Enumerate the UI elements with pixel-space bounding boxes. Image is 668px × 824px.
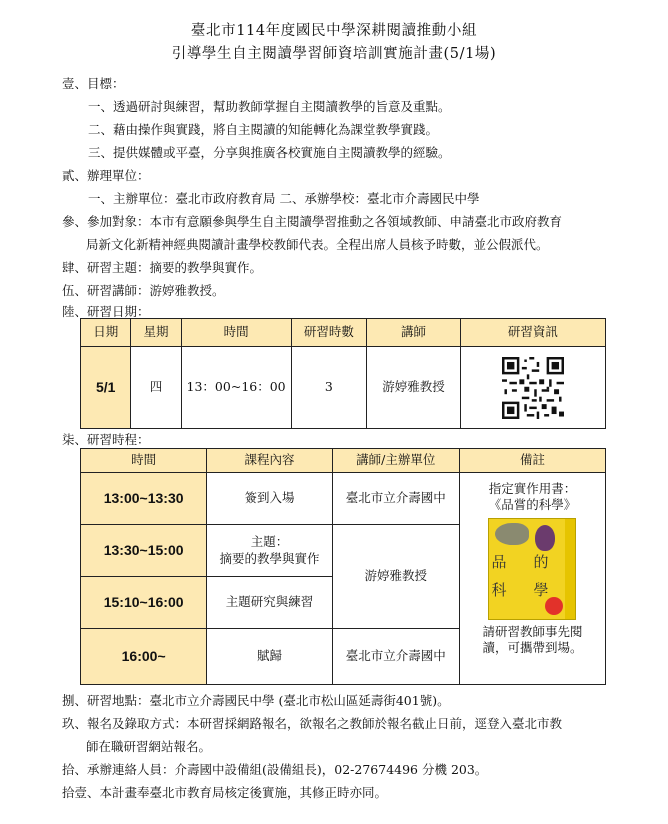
goal-item: 三、提供媒體或平臺，分享與推廣各校實施自主閱讀教學的經驗。 bbox=[88, 145, 451, 160]
header-host: 講師/主辦單位 bbox=[332, 449, 459, 473]
header-hours: 研習時數 bbox=[291, 319, 367, 347]
approval-line: 拾壹、本計畫奉臺北市教育局核定後實施，其修正時亦同。 bbox=[62, 785, 388, 800]
note-line: 指定實作用書： bbox=[488, 481, 577, 496]
header-time: 時間 bbox=[181, 319, 291, 347]
book-cover-bird bbox=[495, 523, 529, 545]
row-time: 13:00~13:30 bbox=[81, 473, 207, 525]
section-date-heading: 陸、研習日期： bbox=[62, 304, 150, 319]
cell-lecturer: 游婷雅教授 bbox=[367, 347, 460, 429]
cell-weekday: 四 bbox=[131, 347, 181, 429]
row-content bbox=[207, 525, 332, 577]
goal-item: 二、藉由操作與實踐，將自主閱讀的知能轉化為課堂教學實踐。 bbox=[88, 122, 439, 137]
registration-line: 玖、報名及錄取方式：本研習採網路報名，欲報名之教師於報名截止日前，逕登入臺北市教 bbox=[62, 716, 563, 731]
qr-code-icon[interactable] bbox=[502, 357, 564, 419]
book-spine bbox=[565, 519, 575, 619]
book-cover-char: 的 bbox=[533, 552, 549, 571]
participants-line: 參、參加對象：本市有意願參與學生自主閱讀學習推動之各領域教師、申請臺北市政府教育 bbox=[62, 214, 563, 229]
header-info: 研習資訊 bbox=[460, 319, 605, 347]
book-cover-char: 學 bbox=[533, 580, 549, 599]
participants-line-2: 局新文化新精神經典閱讀計畫學校教師代表。全程出席人員核予時數，並公假派代。 bbox=[86, 237, 549, 252]
cell-hours: 3 bbox=[291, 347, 367, 429]
book-cover-onion bbox=[535, 525, 555, 551]
note-line: 讀，可攜帶到場。 bbox=[482, 639, 583, 655]
book-cover-sticker bbox=[545, 597, 563, 615]
book-cover-image bbox=[488, 518, 576, 620]
row-content: 賦歸 bbox=[207, 629, 332, 685]
row-time: 15:10~16:00 bbox=[81, 577, 207, 629]
venue-line: 捌、研習地點：臺北市立介壽國民中學 (臺北市松山區延壽街401號)。 bbox=[62, 693, 450, 708]
row-content-line: 摘要的教學與實作 bbox=[219, 550, 320, 566]
schedule-row bbox=[81, 473, 606, 525]
document-subtitle: 引導學生自主閱讀學習師資培訓實施計畫(5/1場) bbox=[171, 46, 497, 62]
note-cell bbox=[459, 473, 605, 685]
header-note: 備註 bbox=[459, 449, 605, 473]
row-time: 16:00~ bbox=[81, 629, 207, 685]
row-content: 簽到入場 bbox=[207, 473, 332, 525]
document-title: 臺北市114年度國民中學深耕閱讀推動小組 bbox=[190, 23, 478, 39]
row-content-line: 主題： bbox=[250, 534, 289, 550]
section-goals-heading: 壹、目標： bbox=[62, 76, 125, 91]
schedule-table bbox=[80, 448, 606, 685]
cell-date: 5/1 bbox=[81, 347, 131, 429]
goal-item: 一、透過研討與練習，幫助教師掌握自主閱讀教學的旨意及重點。 bbox=[88, 99, 451, 114]
row-content: 主題研究與練習 bbox=[207, 577, 332, 629]
lecturer-line: 伍、研習講師：游婷雅教授。 bbox=[62, 283, 225, 298]
section-schedule-heading: 柒、研習時程： bbox=[62, 432, 150, 447]
row-time: 13:30~15:00 bbox=[81, 525, 207, 577]
note-line: 《品嘗的科學》 bbox=[488, 497, 577, 513]
date-table-header bbox=[81, 319, 606, 347]
schedule-table-header bbox=[81, 449, 606, 473]
date-table-row bbox=[81, 347, 606, 429]
header-date: 日期 bbox=[81, 319, 131, 347]
row-host: 游婷雅教授 bbox=[332, 525, 459, 629]
registration-line-2: 師在職研習網站報名。 bbox=[86, 739, 212, 754]
header-time: 時間 bbox=[81, 449, 207, 473]
row-host: 臺北市立介壽國中 bbox=[332, 629, 459, 685]
section-organizer-heading: 貳、辦理單位： bbox=[62, 168, 150, 183]
cell-time: 13：00~16：00 bbox=[181, 347, 291, 429]
note-line: 請研習教師事先閱 bbox=[482, 623, 583, 639]
book-cover-char: 品 bbox=[491, 552, 507, 571]
header-content: 課程內容 bbox=[207, 449, 332, 473]
header-lecturer: 講師 bbox=[367, 319, 460, 347]
book-cover-char: 科 bbox=[491, 580, 507, 599]
row-host: 臺北市立介壽國中 bbox=[332, 473, 459, 525]
date-table bbox=[80, 318, 606, 429]
header-weekday: 星期 bbox=[131, 319, 181, 347]
contact-line: 拾、承辦連絡人員：介壽國中設備組(設備組長)，02-27674496 分機 203。 bbox=[62, 762, 488, 777]
cell-info bbox=[460, 347, 605, 429]
organizer-line: 一、主辦單位：臺北市政府教育局 二、承辦學校：臺北市介壽國民中學 bbox=[88, 191, 480, 206]
topic-line: 肆、研習主題：摘要的教學與實作。 bbox=[62, 260, 263, 275]
